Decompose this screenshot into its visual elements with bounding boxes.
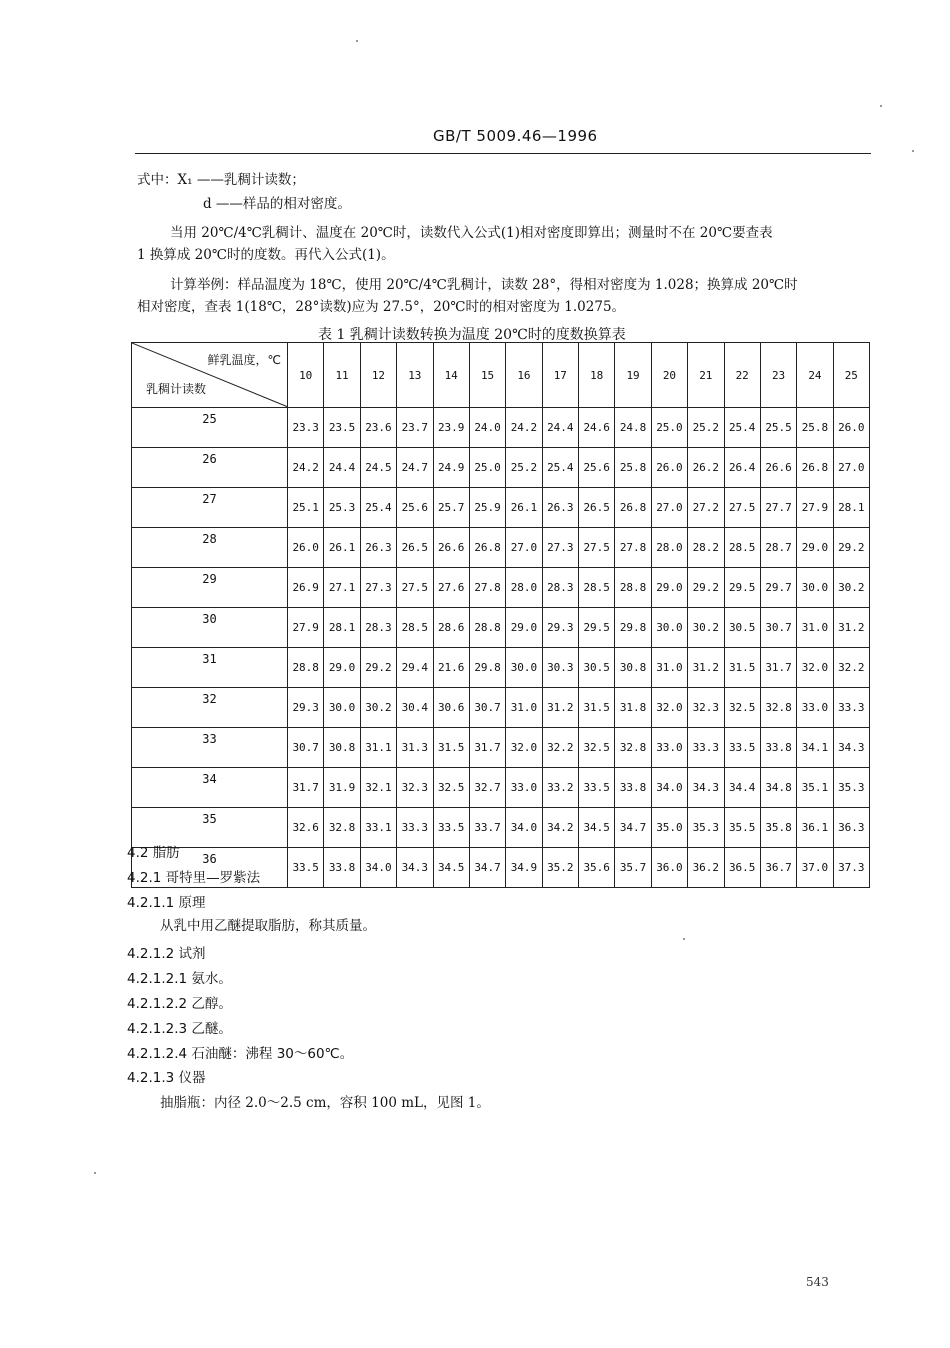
- table-cell: 24.2: [506, 408, 542, 448]
- table-cell: 29.5: [724, 568, 760, 608]
- table-cell: 24.5: [360, 448, 396, 488]
- reading-row-label: 28: [132, 528, 288, 568]
- table-cell: 30.8: [615, 648, 651, 688]
- table-cell: 30.0: [324, 688, 360, 728]
- table-cell: 33.5: [433, 808, 469, 848]
- table-cell: 28.8: [615, 568, 651, 608]
- table-cell: 34.2: [542, 808, 578, 848]
- table-cell: 32.3: [397, 768, 433, 808]
- table-cell: 26.6: [760, 448, 796, 488]
- table-cell: 33.5: [288, 848, 324, 888]
- table-cell: 25.3: [324, 488, 360, 528]
- table-cell: 32.1: [360, 768, 396, 808]
- reading-row-label: 29: [132, 568, 288, 608]
- table-cell: 26.0: [833, 408, 869, 448]
- table-cell: 30.0: [797, 568, 833, 608]
- table-cell: 30.5: [724, 608, 760, 648]
- table-cell: 35.3: [833, 768, 869, 808]
- table-cell: 36.0: [651, 848, 687, 888]
- table-cell: 35.1: [797, 768, 833, 808]
- table-cell: 27.3: [542, 528, 578, 568]
- table-cell: 25.2: [688, 408, 724, 448]
- table-cell: 30.0: [651, 608, 687, 648]
- table-row: [132, 768, 870, 808]
- table-cell: 32.8: [615, 728, 651, 768]
- table-cell: 35.2: [542, 848, 578, 888]
- table-cell: 32.5: [724, 688, 760, 728]
- scan-speck: [356, 40, 358, 42]
- table-cell: 25.4: [724, 408, 760, 448]
- table-cell: 32.3: [688, 688, 724, 728]
- table-row: [132, 728, 870, 768]
- table-row: [132, 808, 870, 848]
- table-cell: 34.3: [688, 768, 724, 808]
- table-cell: 25.8: [615, 448, 651, 488]
- table-cell: 34.7: [615, 808, 651, 848]
- table-cell: 31.9: [324, 768, 360, 808]
- table-cell: 24.2: [288, 448, 324, 488]
- table-cell: 28.8: [288, 648, 324, 688]
- table-cell: 34.0: [360, 848, 396, 888]
- table-cell: 27.9: [797, 488, 833, 528]
- table-cell: 28.2: [688, 528, 724, 568]
- table-cell: 31.7: [288, 768, 324, 808]
- table-cell: 23.7: [397, 408, 433, 448]
- table-cell: 31.8: [615, 688, 651, 728]
- table-cell: 32.8: [760, 688, 796, 728]
- table-cell: 28.0: [506, 568, 542, 608]
- table-cell: 36.7: [760, 848, 796, 888]
- table-cell: 28.5: [397, 608, 433, 648]
- temperature-column-header: 16: [506, 343, 542, 408]
- table-cell: 32.0: [506, 728, 542, 768]
- reagent-ether: 4.2.1.2.3 乙醚。: [127, 1021, 232, 1037]
- table-cell: 30.2: [688, 608, 724, 648]
- table-cell: 30.2: [833, 568, 869, 608]
- table-cell: 34.1: [797, 728, 833, 768]
- table-cell: 26.3: [542, 488, 578, 528]
- table-cell: 28.1: [324, 608, 360, 648]
- table-cell: 31.5: [724, 648, 760, 688]
- table-cell: 24.8: [615, 408, 651, 448]
- table-cell: 27.5: [579, 528, 615, 568]
- temperature-column-header: 21: [688, 343, 724, 408]
- table-cell: 33.8: [615, 768, 651, 808]
- table-cell: 29.3: [288, 688, 324, 728]
- table-cell: 26.8: [615, 488, 651, 528]
- table-cell: 29.0: [651, 568, 687, 608]
- table-cell: 24.4: [324, 448, 360, 488]
- table-cell: 28.0: [651, 528, 687, 568]
- table-cell: 31.7: [760, 648, 796, 688]
- paragraph-usage-line2: 1 换算成 20℃时的度数。再代入公式(1)。: [137, 247, 395, 263]
- table-cell: 32.0: [651, 688, 687, 728]
- table-cell: 36.2: [688, 848, 724, 888]
- table-cell: 34.5: [433, 848, 469, 888]
- formula-note-x1: 式中：X₁ ——乳稠计读数；: [137, 172, 305, 188]
- table-cell: 30.7: [288, 728, 324, 768]
- table-row: [132, 688, 870, 728]
- table-cell: 25.2: [506, 448, 542, 488]
- temperature-column-header: 15: [469, 343, 505, 408]
- table-row: [132, 488, 870, 528]
- table-cell: 31.0: [651, 648, 687, 688]
- table-cell: 27.6: [433, 568, 469, 608]
- paragraph-example-line1: 计算举例：样品温度为 18℃，使用 20℃/4℃乳稠计，读数 28°，得相对密度为 1.028；换算成 20℃时: [170, 277, 798, 293]
- table-cell: 35.8: [760, 808, 796, 848]
- table-cell: 25.6: [579, 448, 615, 488]
- table-cell: 35.7: [615, 848, 651, 888]
- table-cell: 33.7: [469, 808, 505, 848]
- table-row: [132, 448, 870, 488]
- reading-row-label: 36: [132, 848, 288, 888]
- table-cell: 24.4: [542, 408, 578, 448]
- reading-row-label: 25: [132, 408, 288, 448]
- table-cell: 36.1: [797, 808, 833, 848]
- table-cell: 26.8: [469, 528, 505, 568]
- table-row: [132, 408, 870, 448]
- table-cell: 32.2: [833, 648, 869, 688]
- header-rule: [135, 153, 871, 154]
- section-4-2-1-2-reagents: 4.2.1.2 试剂: [127, 946, 206, 962]
- table-cell: 31.7: [469, 728, 505, 768]
- reading-row-label: 32: [132, 688, 288, 728]
- table-cell: 35.6: [579, 848, 615, 888]
- table-cell: 32.8: [324, 808, 360, 848]
- table-cell: 26.1: [506, 488, 542, 528]
- temperature-column-header: 22: [724, 343, 760, 408]
- page-number: 543: [806, 1275, 829, 1289]
- temperature-column-header: 19: [615, 343, 651, 408]
- temperature-column-header: 11: [324, 343, 360, 408]
- table-cell: 34.3: [833, 728, 869, 768]
- table-cell: 25.8: [797, 408, 833, 448]
- temperature-column-header: 13: [397, 343, 433, 408]
- table-cell: 32.2: [542, 728, 578, 768]
- table-cell: 29.0: [324, 648, 360, 688]
- table-cell: 23.9: [433, 408, 469, 448]
- table-cell: 37.0: [797, 848, 833, 888]
- table-cell: 33.3: [833, 688, 869, 728]
- table-cell: 34.0: [651, 768, 687, 808]
- reading-row-label: 31: [132, 648, 288, 688]
- table-cell: 32.5: [579, 728, 615, 768]
- table-cell: 25.4: [360, 488, 396, 528]
- table-cell: 27.3: [360, 568, 396, 608]
- table-cell: 26.5: [579, 488, 615, 528]
- table-cell: 27.0: [833, 448, 869, 488]
- table-cell: 27.5: [724, 488, 760, 528]
- table-cell: 26.3: [360, 528, 396, 568]
- table-cell: 30.6: [433, 688, 469, 728]
- table-row: [132, 528, 870, 568]
- table-cell: 36.5: [724, 848, 760, 888]
- table-cell: 26.2: [688, 448, 724, 488]
- table-cell: 25.9: [469, 488, 505, 528]
- table-cell: 33.8: [760, 728, 796, 768]
- scan-speck: [94, 1172, 96, 1174]
- table-cell: 24.0: [469, 408, 505, 448]
- table-cell: 30.2: [360, 688, 396, 728]
- table-cell: 31.0: [506, 688, 542, 728]
- table-cell: 24.6: [579, 408, 615, 448]
- table-cell: 33.1: [360, 808, 396, 848]
- table-cell: 25.6: [397, 488, 433, 528]
- temperature-column-header: 12: [360, 343, 396, 408]
- table-cell: 28.3: [542, 568, 578, 608]
- standard-number-header: GB/T 5009.46—1996: [433, 127, 598, 145]
- scan-speck: [880, 105, 882, 107]
- table-cell: 31.0: [797, 608, 833, 648]
- table-cell: 25.4: [542, 448, 578, 488]
- table-cell: 29.2: [688, 568, 724, 608]
- temperature-column-header: 25: [833, 343, 869, 408]
- temperature-column-header: 24: [797, 343, 833, 408]
- table-cell: 30.7: [760, 608, 796, 648]
- reading-axis-label: 乳稠计读数: [146, 382, 207, 396]
- section-4-2-1-3-apparatus: 4.2.1.3 仪器: [127, 1070, 206, 1086]
- table-cell: 34.7: [469, 848, 505, 888]
- table-cell: 34.3: [397, 848, 433, 888]
- table-cell: 29.0: [797, 528, 833, 568]
- reading-row-label: 33: [132, 728, 288, 768]
- temperature-axis-label: 鲜乳温度，℃: [207, 353, 281, 367]
- table-cell: 26.8: [797, 448, 833, 488]
- table-cell: 32.5: [433, 768, 469, 808]
- table-caption: 表 1 乳稠计读数转换为温度 20℃时的度数换算表: [318, 327, 626, 343]
- table-cell: 26.4: [724, 448, 760, 488]
- temperature-column-header: 10: [288, 343, 324, 408]
- table-cell: 27.7: [760, 488, 796, 528]
- temperature-column-header: 23: [760, 343, 796, 408]
- table-cell: 23.3: [288, 408, 324, 448]
- table-cell: 25.1: [288, 488, 324, 528]
- table-cell: 33.2: [542, 768, 578, 808]
- table-cell: 27.5: [397, 568, 433, 608]
- table-cell: 28.7: [760, 528, 796, 568]
- table-cell: 31.2: [833, 608, 869, 648]
- reading-row-label: 26: [132, 448, 288, 488]
- table-cell: 33.5: [724, 728, 760, 768]
- reading-row-label: 34: [132, 768, 288, 808]
- table-cell: 30.4: [397, 688, 433, 728]
- temperature-column-header: 14: [433, 343, 469, 408]
- table-cell: 27.8: [615, 528, 651, 568]
- table-cell: 35.5: [724, 808, 760, 848]
- table-cell: 23.6: [360, 408, 396, 448]
- table-row: [132, 568, 870, 608]
- table-cell: 31.5: [433, 728, 469, 768]
- table-cell: 30.7: [469, 688, 505, 728]
- temperature-column-header: 20: [651, 343, 687, 408]
- scan-speck: [683, 938, 685, 940]
- table-cell: 25.7: [433, 488, 469, 528]
- table-cell: 32.7: [469, 768, 505, 808]
- table-cell: 31.5: [579, 688, 615, 728]
- formula-note-d: d ——样品的相对密度。: [203, 196, 351, 212]
- table-cell: 27.9: [288, 608, 324, 648]
- table-cell: 29.4: [397, 648, 433, 688]
- table-cell: 26.0: [651, 448, 687, 488]
- reagent-ethanol: 4.2.1.2.2 乙醇。: [127, 996, 232, 1012]
- table-cell: 26.9: [288, 568, 324, 608]
- paragraph-usage-line1: 当用 20℃/4℃乳稠计、温度在 20℃时，读数代入公式(1)相对密度即算出；测量时不在 20℃要查表: [170, 225, 773, 241]
- section-4-2-fat: 4.2 脂肪: [127, 845, 180, 861]
- table-cell: 34.5: [579, 808, 615, 848]
- table-cell: 28.6: [433, 608, 469, 648]
- reagent-ammonia: 4.2.1.2.1 氨水。: [127, 971, 232, 987]
- table-cell: 34.8: [760, 768, 796, 808]
- table-cell: 28.8: [469, 608, 505, 648]
- table-cell: 24.9: [433, 448, 469, 488]
- table-cell: 33.5: [579, 768, 615, 808]
- table-cell: 33.3: [688, 728, 724, 768]
- conversion-table: [131, 342, 870, 888]
- table-cell: 36.3: [833, 808, 869, 848]
- table-cell: 25.5: [760, 408, 796, 448]
- table-cell: 25.0: [651, 408, 687, 448]
- table-row: [132, 648, 870, 688]
- table-cell: 30.3: [542, 648, 578, 688]
- table-cell: 26.5: [397, 528, 433, 568]
- table-cell: 27.2: [688, 488, 724, 528]
- reagent-petroleum-ether: 4.2.1.2.4 石油醚：沸程 30～60℃。: [127, 1046, 354, 1062]
- apparatus-text: 抽脂瓶：内径 2.0～2.5 cm，容积 100 mL，见图 1。: [160, 1095, 490, 1111]
- table-cell: 27.0: [651, 488, 687, 528]
- table-cell: 33.0: [651, 728, 687, 768]
- table-cell: 34.4: [724, 768, 760, 808]
- table-cell: 33.3: [397, 808, 433, 848]
- table-cell: 27.0: [506, 528, 542, 568]
- table-cell: 29.0: [506, 608, 542, 648]
- table-cell: 28.1: [833, 488, 869, 528]
- table-cell: 23.5: [324, 408, 360, 448]
- scan-speck: [912, 150, 914, 152]
- table-cell: 28.5: [724, 528, 760, 568]
- table-cell: 30.5: [579, 648, 615, 688]
- table-cell: 26.1: [324, 528, 360, 568]
- table-cell: 33.0: [506, 768, 542, 808]
- table-cell: 29.8: [615, 608, 651, 648]
- section-4-2-1-1-principle: 4.2.1.1 原理: [127, 895, 206, 911]
- table-cell: 28.5: [579, 568, 615, 608]
- table-cell: 29.2: [833, 528, 869, 568]
- table-cell: 31.3: [397, 728, 433, 768]
- table-cell: 34.9: [506, 848, 542, 888]
- table-cell: 37.3: [833, 848, 869, 888]
- table-cell: 29.7: [760, 568, 796, 608]
- reading-row-label: 35: [132, 808, 288, 848]
- table-cell: 27.1: [324, 568, 360, 608]
- table-cell: 29.3: [542, 608, 578, 648]
- table-cell: 31.2: [688, 648, 724, 688]
- table-cell: 27.8: [469, 568, 505, 608]
- table-cell: 32.6: [288, 808, 324, 848]
- principle-text: 从乳中用乙醚提取脂肪，称其质量。: [160, 918, 376, 934]
- table-cell: 29.8: [469, 648, 505, 688]
- table-cell: 32.0: [797, 648, 833, 688]
- table-cell: 24.7: [397, 448, 433, 488]
- table-cell: 26.0: [288, 528, 324, 568]
- table-cell: 30.8: [324, 728, 360, 768]
- table-cell: 28.3: [360, 608, 396, 648]
- reading-row-label: 30: [132, 608, 288, 648]
- table-cell: 33.8: [324, 848, 360, 888]
- table-cell: 21.6: [433, 648, 469, 688]
- table-cell: 31.1: [360, 728, 396, 768]
- table-cell: 29.5: [579, 608, 615, 648]
- table-corner-header: [132, 343, 288, 408]
- table-cell: 26.6: [433, 528, 469, 568]
- reading-row-label: 27: [132, 488, 288, 528]
- paragraph-example-line2: 相对密度，查表 1(18℃，28°读数)应为 27.5°，20℃时的相对密度为 1.0275。: [137, 299, 626, 315]
- section-4-2-1-method: 4.2.1 哥特里—罗紫法: [127, 870, 261, 886]
- table-cell: 29.2: [360, 648, 396, 688]
- table-cell: 35.0: [651, 808, 687, 848]
- table-row: [132, 608, 870, 648]
- table-cell: 34.0: [506, 808, 542, 848]
- temperature-column-header: 17: [542, 343, 578, 408]
- table-cell: 30.0: [506, 648, 542, 688]
- table-cell: 31.2: [542, 688, 578, 728]
- table-cell: 33.0: [797, 688, 833, 728]
- table-cell: 35.3: [688, 808, 724, 848]
- temperature-column-header: 18: [579, 343, 615, 408]
- table-cell: 25.0: [469, 448, 505, 488]
